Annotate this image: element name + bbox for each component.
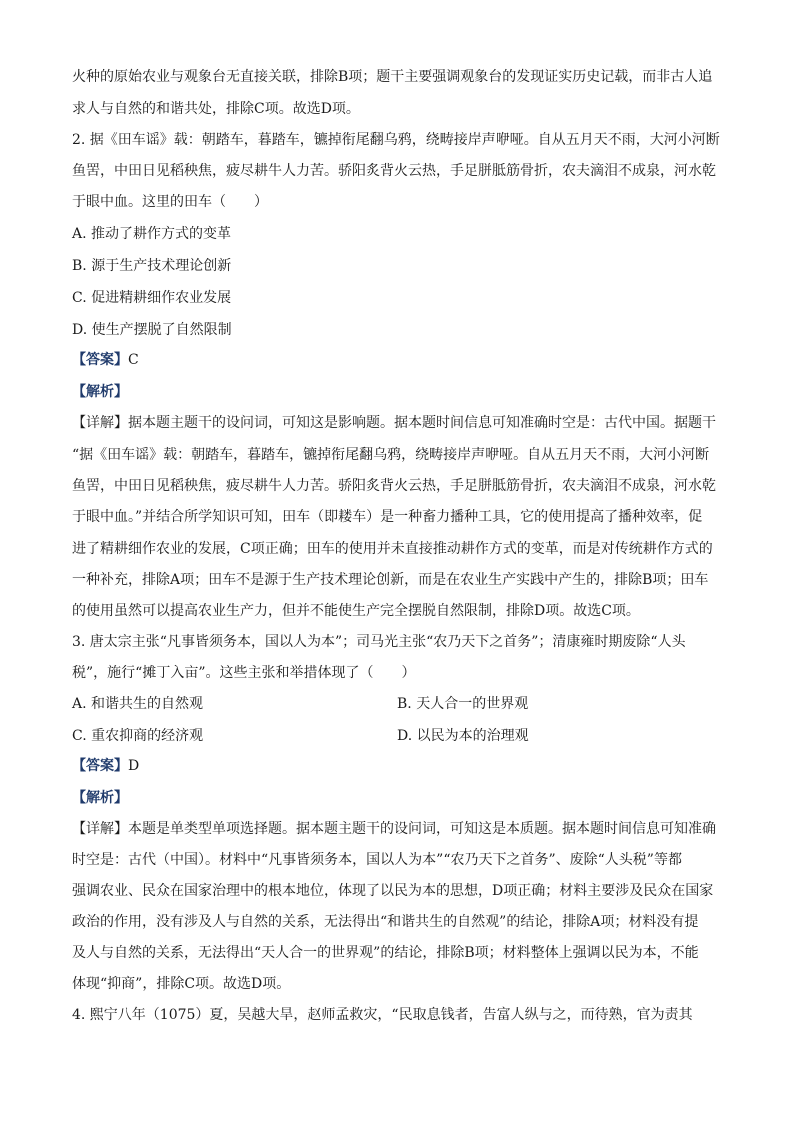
question-2-detail-line: 一种补充，排除A项；田车不是源于生产技术理论创新，而是在农业生产实践中产生的，排除B项；田车 [72, 572, 709, 588]
question-3-option-a: A. 和谐共生的自然观 [72, 696, 204, 712]
question-3-option-b: B. 天人合一的世界观 [397, 696, 529, 712]
answer-label: 【答案】 [72, 758, 128, 774]
question-2-detail-line: 鱼罟，中田日见稻秧焦，疲尽耕牛人力苦。骄阳炙背火云热，手足胼胝筋骨折，农夫滴泪不成泉，河水乾 [72, 478, 716, 494]
answer-value: D [128, 758, 140, 774]
paragraph-line: 火种的原始农业与观象台无直接关联，排除B项；题干主要强调观象台的发现证实历史记载，而非古人追 [72, 69, 713, 85]
analysis-label: 【解析】 [72, 790, 128, 806]
analysis-label: 【解析】 [72, 384, 128, 400]
question-2-detail-line: 【详解】据本题主题干的设问词，可知这是影响题。据本题时间信息可知准确时空是：古代中国。据题干 [72, 415, 716, 431]
question-2-stem-line: 鱼罟，中田日见稻秧焦，疲尽耕牛人力苦。骄阳炙背火云热，手足胼胝筋骨折，农夫滴泪不成泉，河水乾 [72, 163, 716, 179]
answer-label: 【答案】 [72, 352, 128, 368]
question-2-detail-line: 于眼中血。”并结合所学知识可知，田车（即耧车）是一种畜力播种工具，它的使用提高了播种效率，促 [72, 509, 703, 525]
question-2-detail-line: “据《田车谣》载：朝踏车，暮踏车，镳掉衔尾翻乌鸦，绕畴接岸声咿哑。自从五月天不雨，大河小河断 [72, 447, 710, 463]
question-3-analysis-label [72, 789, 722, 807]
question-3-stem-line: 3. 唐太宗主张“凡事皆须务本，国以人为本”；司马光主张“农乃天下之首务”；清康雍时期废除“人头 [72, 634, 686, 650]
question-3-detail-line: 【详解】本题是单类型单项选择题。据本题主题干的设问词，可知这是本质题。据本题时间信息可知准确 [72, 821, 716, 837]
question-2-option-d: D. 使生产摆脱了自然限制 [72, 322, 232, 338]
question-3-stem-line: 税”，施行“摊丁入亩”。这些主张和举措体现了（ ） [72, 665, 416, 681]
question-2-answer [72, 351, 722, 369]
question-3-detail-line: 体现“抑商”，排除C项。故选D项。 [72, 976, 291, 992]
question-3-detail-line: 强调农业、民众在国家治理中的根本地位，体现了以民为本的思想，D项正确；材料主要涉及民众在国家 [72, 883, 714, 899]
question-2-stem-line: 2. 据《田车谣》载：朝踏车，暮踏车，镳掉衔尾翻乌鸦，绕畴接岸声咿哑。自从五月天不雨，大河小河断 [72, 132, 720, 148]
question-2-option-c: C. 促进精耕细作农业发展 [72, 290, 232, 306]
answer-value: C [128, 352, 139, 368]
question-2-detail-line: 的使用虽然可以提高农业生产力，但并不能使生产完全摆脱自然限制，排除D项。故选C项。 [72, 603, 640, 619]
question-3-detail-line: 时空是：古代（中国）。材料中“凡事皆须务本，国以人为本”“农乃天下之首务”、废除“人头税”等都 [72, 852, 682, 868]
question-3-option-c: C. 重农抑商的经济观 [72, 728, 204, 744]
paragraph-line: 求人与自然的和谐共处，排除C项。故选D项。 [72, 101, 360, 117]
question-3-option-d: D. 以民为本的治理观 [397, 728, 529, 744]
question-3-detail-line: 政治的作用，没有涉及人与自然的关系，无法得出“和谐共生的自然观”的结论，排除A项；材料没有提 [72, 914, 699, 930]
question-2-stem-line: 于眼中血。这里的田车（ ） [72, 194, 268, 210]
question-4-stem-line: 4. 熙宁八年（1075）夏，吴越大旱，赵师孟救灾，“民取息钱者，告富人纵与之，而待熟，官为责其 [72, 1007, 693, 1023]
question-3-answer [72, 757, 722, 775]
question-2-analysis-label [72, 383, 722, 401]
question-3-detail-line: 及人与自然的关系，无法得出“天人合一的世界观”的结论，排除B项；材料整体上强调以民为本，不能 [72, 945, 699, 961]
question-2-detail-line: 进了精耕细作农业的发展，C项正确；田车的使用并未直接推动耕作方式的变革，而是对传统耕作方式的 [72, 541, 713, 557]
question-2-option-b: B. 源于生产技术理论创新 [72, 258, 232, 274]
question-2-option-a: A. 推动了耕作方式的变革 [72, 226, 232, 242]
